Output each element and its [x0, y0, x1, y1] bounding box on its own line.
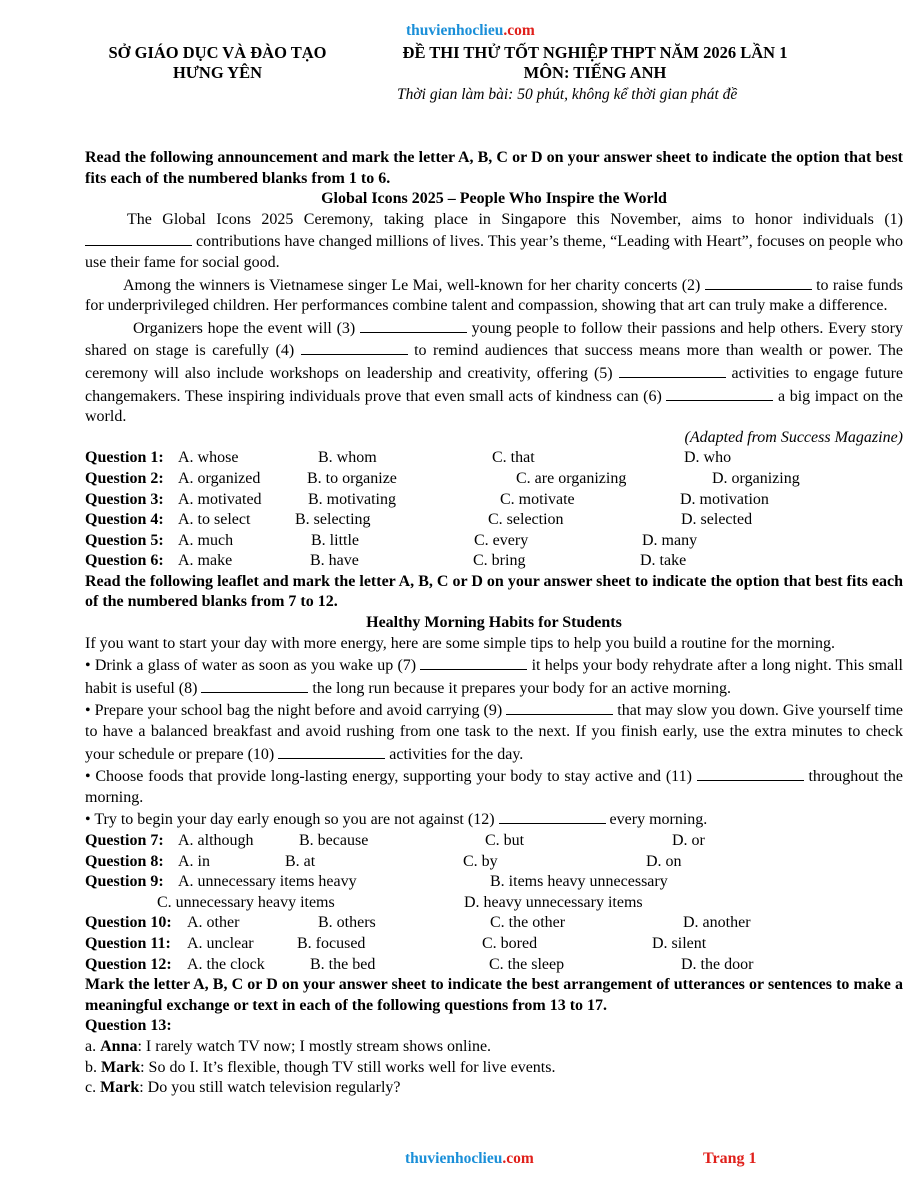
- blank-10: [278, 743, 385, 759]
- blank-12: [499, 808, 606, 824]
- blank-11: [697, 765, 804, 781]
- option-b: B. focused: [297, 934, 366, 952]
- option-c: C. that: [492, 449, 535, 467]
- section2-title: Healthy Morning Habits for Students: [366, 614, 622, 632]
- section3-instruction: Mark the letter A, B, C or D on your answer sheet to indicate the best arrangement of utterances or sentences to make a meaningful exchange or text in each of the following questions from 13 to 17.: [85, 976, 903, 1014]
- question-4: Question 4: A. to select B. selecting C. selection D. selected: [85, 510, 903, 531]
- option-b: B. the bed: [310, 955, 376, 973]
- option-a: A. motivated: [178, 490, 262, 508]
- option-b: B. selecting: [295, 511, 371, 529]
- exchange-line-c: c. Mark: Do you still watch television regularly?: [85, 1079, 401, 1097]
- option-a: A. unnecessary items heavy: [178, 873, 357, 891]
- option-b: B. at: [285, 852, 316, 870]
- option-c: C. are organizing: [516, 469, 627, 487]
- section2-tip-4: • Try to begin your day early enough so you are not against (12) every morning.: [85, 808, 903, 831]
- section2-instruction: Read the following leaflet and mark the letter A, B, C or D on your answer sheet to indicate the option that best fits each of the numbered blanks from 7 to 12.: [85, 572, 903, 611]
- time-note: Thời gian làm bài: 50 phút, không kể thời gian phát đề: [397, 86, 738, 103]
- option-a: A. other: [187, 914, 240, 932]
- question-9: Question 9: A. unnecessary items heavy B. items heavy unnecessary: [85, 872, 903, 893]
- question-3: Question 3: A. motivated B. motivating C. motivate D. motivation: [85, 490, 903, 511]
- question-9-row-2: [85, 893, 903, 914]
- option-d: D. silent: [652, 934, 707, 952]
- option-c: C. unnecessary heavy items: [157, 893, 335, 911]
- section2-tip-2: • Prepare your school bag the night before and avoid carrying (9) that may slow you down. Give yourself time to have a balanced breakfast and avoid rushing from one task to the next. If you finish early, use the extra minutes to check your schedule or prepare (10) activities for the day.: [85, 699, 903, 765]
- section2-tip-3: • Choose foods that provide long-lasting energy, supporting your body to stay active and (11) throughout the morning.: [85, 765, 903, 808]
- question-12: Question 12: A. the clock B. the bed C. the sleep D. the door: [85, 955, 903, 976]
- option-b: B. have: [310, 552, 359, 570]
- option-a: A. organized: [178, 469, 261, 487]
- option-d: D. take: [640, 552, 687, 570]
- blank-3: [360, 317, 467, 333]
- option-c: C. the sleep: [489, 955, 565, 973]
- exam-subject: MÔN: TIẾNG ANH: [523, 63, 667, 82]
- section1-paragraph-2: Among the winners is Vietnamese singer Le Mai, well-known for her charity concerts (2) to raise funds for underprivileged children. Her performances combine talent and compassion, showing that art can truly make a difference.: [85, 274, 903, 317]
- section1-source: (Adapted from Success Magazine): [684, 428, 903, 446]
- site-logo-footer: thuvienhoclieu.com: [405, 1150, 534, 1167]
- option-c: C. bored: [482, 934, 538, 952]
- blank-6: [666, 385, 773, 401]
- option-d: D. the door: [681, 955, 754, 973]
- option-d: D. motivation: [680, 490, 769, 508]
- option-c: C. every: [474, 531, 529, 549]
- option-a: A. make: [178, 552, 233, 570]
- option-c: C. but: [485, 832, 525, 849]
- exchange-line-b: b. Mark: So do I. It’s flexible, though TV still works well for live events.: [85, 1058, 556, 1076]
- option-c: C. motivate: [500, 490, 575, 508]
- dept-line-2: HƯNG YÊN: [172, 63, 263, 82]
- blank-4: [301, 339, 408, 355]
- option-c: C. bring: [473, 552, 526, 570]
- exchange-line-a: a. Anna: I rarely watch TV now; I mostly stream shows online.: [85, 1037, 492, 1055]
- exam-content: [85, 148, 903, 1099]
- question-2: Question 2: A. organized B. to organize C. are organizing D. organizing: [85, 469, 903, 490]
- option-b: B. motivating: [308, 490, 396, 508]
- question-8: Question 8: A. in B. at C. by D. on: [85, 852, 903, 873]
- blank-1: [85, 230, 192, 246]
- option-b: B. whom: [318, 449, 377, 467]
- question-11: Question 11: A. unclear B. focused C. bored D. silent: [85, 934, 903, 955]
- option-a: A. unclear: [187, 934, 254, 952]
- blank-5: [619, 362, 726, 378]
- option-b: B. items heavy unnecessary: [490, 873, 668, 891]
- page-number: Trang 1: [703, 1150, 757, 1167]
- dept-line-1: SỞ GIÁO DỤC VÀ ĐÀO TẠO: [108, 43, 327, 62]
- option-d: D. on: [646, 852, 682, 870]
- department-name: [95, 43, 340, 83]
- option-a: A. to select: [178, 511, 251, 529]
- option-b: B. little: [311, 531, 359, 549]
- site-logo-top: [406, 22, 535, 40]
- option-d: D. organizing: [712, 469, 800, 487]
- section2-intro: If you want to start your day with more energy, here are some simple tips to help you build a routine for the morning.: [85, 634, 836, 652]
- option-a: A. the clock: [187, 955, 265, 973]
- option-a: A. whose: [178, 449, 239, 467]
- option-b: B. because: [299, 832, 369, 849]
- option-d: D. many: [642, 531, 698, 549]
- question-1: Question 1: A. whose B. whom C. that D. who: [85, 448, 903, 469]
- option-a: A. in: [178, 852, 210, 870]
- question-6: Question 6: A. make B. have C. bring D. take: [85, 551, 903, 572]
- section1-title: Global Icons 2025 – People Who Inspire the World: [321, 190, 667, 208]
- blank-2: [705, 274, 812, 290]
- option-d: D. heavy unnecessary items: [464, 893, 643, 911]
- option-d: D. selected: [681, 511, 753, 529]
- blank-8: [201, 677, 308, 693]
- blank-7: [420, 654, 527, 670]
- option-c: C. by: [463, 852, 498, 870]
- option-d: D. or: [672, 832, 705, 849]
- option-d: D. who: [684, 449, 732, 467]
- section1-paragraph-1: The Global Icons 2025 Ceremony, taking place in Singapore this November, aims to honor individuals (1) contributions have changed millions of lives. This year’s theme, “Leading with Heart”, focuses on people who use their fame for social good.: [85, 210, 903, 271]
- option-d: D. another: [683, 914, 751, 932]
- option-c: C. selection: [488, 511, 564, 529]
- question-7: Question 7: A. although B. because C. but D. or: [85, 831, 903, 852]
- question-10: Question 10: A. other B. others C. the other D. another: [85, 913, 903, 934]
- section1-instruction: Read the following announcement and mark the letter A, B, C or D on your answer sheet to indicate the option that best fits each of the numbered blanks from 1 to 6.: [85, 149, 903, 187]
- exam-title: ĐỀ THI THỬ TỐT NGHIỆP THPT NĂM 2026 LẦN 1: [402, 43, 788, 62]
- option-a: A. much: [178, 531, 234, 549]
- exam-heading: [375, 43, 815, 83]
- section2-tip-1: • Drink a glass of water as soon as you wake up (7) it helps your body rehydrate after a long night. This small habit is useful (8) the long run because it prepares your body for an active morning.: [85, 654, 903, 699]
- site-name: thuvienhoclieu: [406, 22, 504, 39]
- blank-9: [506, 699, 613, 715]
- option-b: B. others: [318, 914, 376, 932]
- question-5: Question 5: A. much B. little C. every D. many: [85, 531, 903, 552]
- section1-paragraph-3: Organizers hope the event will (3) young people to follow their passions and help others. Every story shared on stage is carefully (4) to remind audiences that success means more than wealth or power. The ceremony will also include workshops on leadership and creativity, offering (5) activities to engage future changemakers. These inspiring individuals prove that even small acts of kindness can (6) a big impact on the world.: [85, 317, 903, 428]
- option-c: C. the other: [490, 914, 566, 932]
- site-tld: .com: [503, 22, 535, 39]
- option-b: B. to organize: [307, 469, 397, 487]
- question-13-label: Question 13:: [85, 1017, 172, 1035]
- option-a: A. although: [178, 832, 254, 849]
